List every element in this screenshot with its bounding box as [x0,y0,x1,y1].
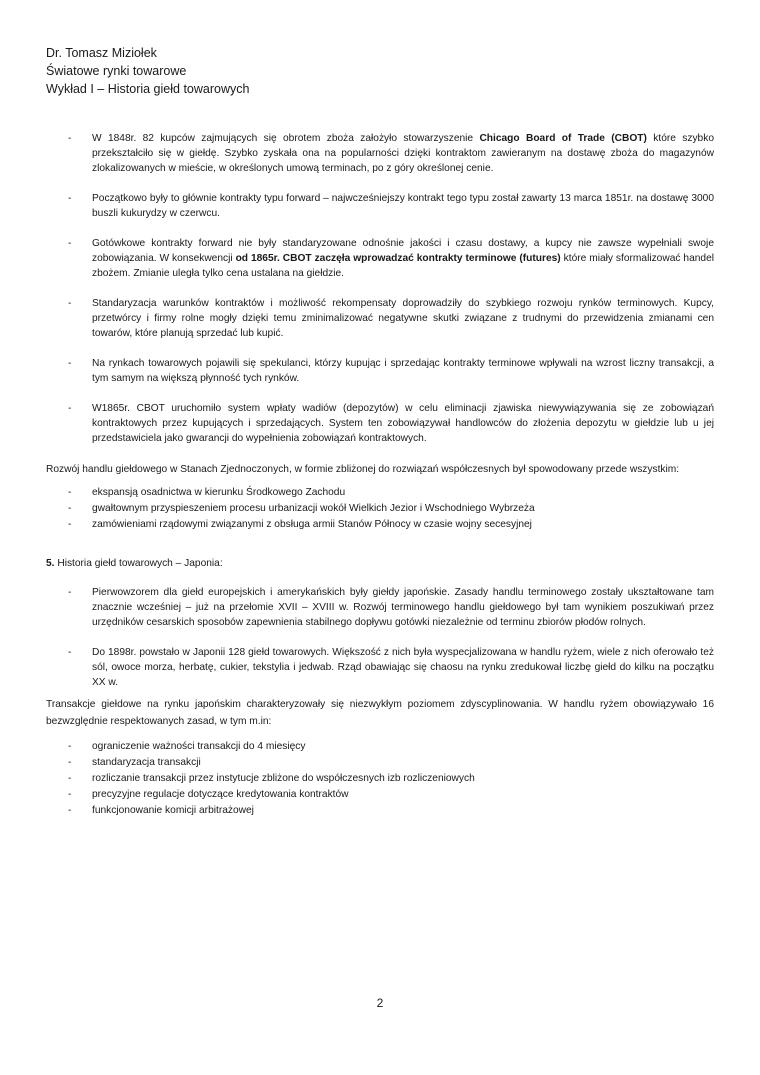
bold-text: od 1865r. CBOT zaczęła wprowadzać kontrakty terminowe (futures) [235,253,561,264]
list-item: - standaryzacja transakcji [46,755,714,770]
list-item: - Początkowo były to głównie kontrakty typu forward – najwcześniejszy kontrakt tego typu został zawarty 13 marca 1851r. na dostawę 3000 buszli kukurydzy w czerwcu. [46,191,714,221]
section-title: Historia giełd towarowych – Japonia: [54,558,223,569]
section-heading-japan [46,556,714,571]
list-item: - ograniczenie ważności transakcji do 4 miesięcy [46,739,714,754]
document-body [46,131,714,819]
list-item: - W1865r. CBOT uruchomiło system wpłaty wadiów (depozytów) w celu eliminacji zjawiska niewywiązywania się ze zobowiązań kontraktowych przez kupujących i sprzedających. System ten zobowiązywał handlowców do złożenia depozytu w giełdzie lub u jej przedstawiciela jako gwarancji do wypełnienia zobowiązań kontraktowych. [46,401,714,446]
page-number: 2 [376,996,384,1010]
japan-history-list [46,585,714,690]
section-number: 5. [46,558,55,569]
list-item: - Pierwowzorem dla giełd europejskich i amerykańskich były giełdy japońskie. Zasady handlu terminowego zostały ukształtowane tam znacznie wcześniej – już na przełomie XVII – XVIII w. Rozwój terminowego handlu giełdowego był tam wynikiem poszukiwań przez urzędników cesarskich sposobów zapewnienia stabilnego dopływu gotówki niezależnie od terminu zbiorów płodów rolnych. [46,585,714,630]
japan-summary-paragraph: Transakcje giełdowe na rynku japońskim charakteryzowały się niezwykłym poziomem zdyscyplinowania. W handlu ryżem obowiązywało 16 bezwzględnie respektowanych zasad, w tym m.in: [46,699,714,727]
lecture-line: Wykład I – Historia giełd towarowych [46,82,250,96]
list-item: - Standaryzacja warunków kontraktów i możliwość rekompensaty doprowadziły do szybkiego rozwoju rynków terminowych. Kupcy, przetwórcy i firmy rolne mogły dzięki temu zminimalizować negatywne skutki związane z trudnymi do przewidzenia zmianami cen towarów, które planują sprzedać lub kupić. [46,296,714,341]
list-item: - Na rynkach towarowych pojawili się spekulanci, którzy kupując i sprzedając kontrakty terminowe wpływali na wzrost liczny transakcji, a tym samym na większą płynność tych rynków. [46,356,714,386]
us-history-list [46,131,714,446]
author-line: Dr. Tomasz Miziołek [46,46,157,60]
list-item: - precyzyjne regulacje dotyczące kredytowania kontraktów [46,787,714,802]
course-line: Światowe rynki towarowe [46,64,187,78]
list-item: - rozliczanie transakcji przez instytucje zbliżone do współczesnych izb rozliczeniowych [46,771,714,786]
us-reasons-list [46,485,714,532]
list-item: - Gotówkowe kontrakty forward nie były standaryzowane odnośnie jakości i czasu dostawy, a kupcy nie zawsze wypełniali swoje zobowiązania. W konsekwencji od 1865r. CBOT zaczęła wprowadzać kontrakty terminowe (futures) które miały sformalizować handel zbożem. Zmianie uległa tylko cena ustalana na giełdzie. [46,236,714,281]
list-item: - gwałtownym przyspieszeniem procesu urbanizacji wokół Wielkich Jezior i Wschodniego Wybrzeża [46,501,714,516]
list-item: - Do 1898r. powstało w Japonii 128 giełd towarowych. Większość z nich była wyspecjalizowana w handlu ryżem, wiele z nich oferowało też sól, owoce morza, herbatę, cukier, tekstylia i jedwab. Rząd obawiając się chaosu na rynku zredukował liczbę giełd do kilku na początku XX w. [46,645,714,690]
list-item: - ekspansją osadnictwa w kierunku Środkowego Zachodu [46,485,714,500]
document-header [46,44,249,98]
list-item: - W 1848r. 82 kupców zajmujących się obrotem zboża założyło stowarzyszenie Chicago Board of Trade (CBOT) które szybko przekształciło się w giełdę. Szybko zyskała ona na popularności dzięki kontraktom zawieranym na dostawę zboża do magazynów zlokalizowanych w mieście, w określonych umową terminach, po z góry określonej cenie. [46,131,714,176]
list-item: - zamówieniami rządowymi związanymi z obsługa armii Stanów Północy w czasie wojny secesyjnej [46,517,714,532]
list-item: - funkcjonowanie komicji arbitrażowej [46,803,714,818]
japan-rules-list [46,739,714,818]
us-summary-paragraph: Rozwój handlu giełdowego w Stanach Zjednoczonych, w formie zbliżonej do rozwiązań współczesnych był spowodowany przede wszystkim: [46,464,680,475]
bold-text: Chicago Board of Trade (CBOT) [479,133,647,144]
